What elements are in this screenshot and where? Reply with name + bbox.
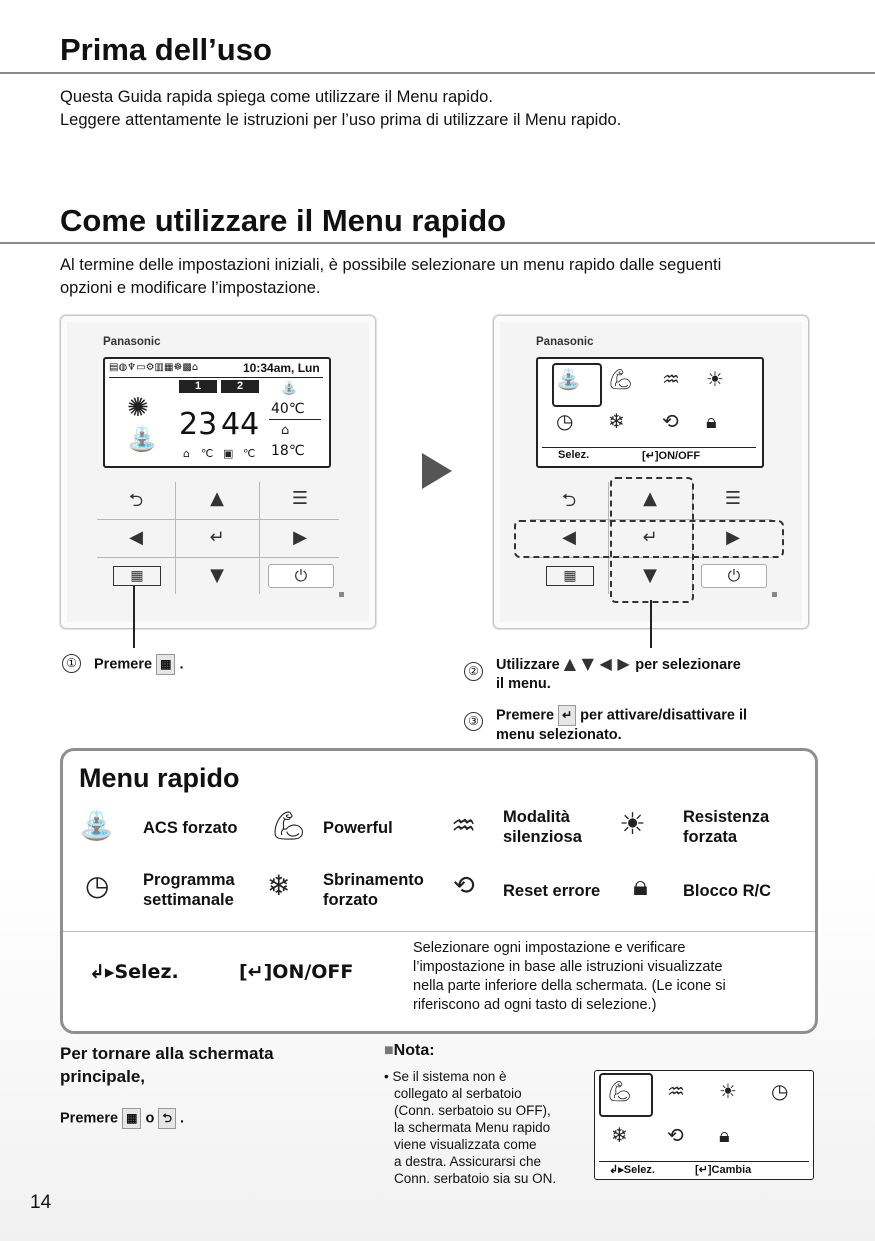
selez-legend: ↲▸Selez.	[89, 961, 179, 983]
tap-icon: ⛲	[79, 809, 114, 842]
quick-menu-key-icon: ▦	[156, 654, 175, 675]
onoff-legend: [↵]ON/OFF	[239, 961, 354, 983]
zone-2-temp: 44	[221, 407, 260, 442]
menu-item-reset: Reset errore	[503, 882, 601, 900]
back-button[interactable]: ⮌	[128, 490, 144, 511]
tap-icon[interactable]: ⛲	[556, 367, 581, 391]
heater-icon[interactable]: ☀	[706, 367, 724, 391]
step-1-number: ①	[62, 654, 81, 673]
remote-right	[493, 315, 809, 629]
zone-2-badge: 2	[221, 380, 259, 393]
reset-icon[interactable]: ⟲	[662, 409, 679, 433]
zone-1-badge: 1	[179, 380, 217, 393]
tank-temp: 40℃	[271, 401, 305, 417]
unit-2: ℃	[243, 448, 256, 460]
right-button[interactable]: ▶	[726, 527, 740, 548]
back-button[interactable]: ⮌	[561, 490, 577, 511]
nota-text: • Se il sistema non è collegato al serbatoio (Conn. serbatoio su OFF), la schermata Menu rapido viene visualizzata come a destra. Assicurarsi che Conn. serbatoio sia su ON.	[384, 1069, 557, 1186]
tap-icon: ⛲	[127, 425, 157, 453]
sun-icon: ✺	[127, 393, 149, 423]
lcd-main-screen	[103, 357, 331, 468]
quiet-icon[interactable]: ♒	[662, 367, 680, 391]
quick-menu-button[interactable]: ▦	[546, 566, 594, 586]
step-3-number: ③	[464, 712, 483, 731]
intro-line-2: Leggere attentamente le istruzioni per l’uso prima di utilizzare il Menu rapido.	[60, 111, 622, 129]
arm-icon[interactable]: 💪︎	[608, 367, 634, 391]
enter-button[interactable]: ↵	[642, 527, 658, 548]
arm-icon: 💪︎	[607, 1079, 633, 1103]
left-button[interactable]: ◀	[562, 527, 576, 548]
arm-icon: 💪︎	[271, 809, 307, 842]
menu-item-programma: Programma settimanale	[143, 871, 235, 909]
selez-hint: ↲▸Selez.	[609, 1164, 655, 1176]
divider	[0, 242, 875, 244]
divider	[0, 72, 875, 74]
power-button[interactable]: ⏻	[268, 564, 334, 588]
nota-screen	[594, 1070, 814, 1180]
defrost-icon: ❄	[267, 869, 291, 902]
status-icons: ▤◍♆▭⚙▥▦☸▩⌂	[109, 362, 199, 373]
defrost-icon[interactable]: ❄	[608, 409, 625, 433]
how-line-1: Al termine delle impostazioni iniziali, è possibile selezionare un menu rapido dalle seguenti	[60, 256, 722, 274]
quiet-icon: ♒	[667, 1079, 685, 1103]
menu-item-powerful: Powerful	[323, 819, 393, 837]
enter-button[interactable]: ↵	[209, 527, 225, 548]
quiet-icon: ♒	[451, 809, 477, 842]
intro-text	[60, 86, 621, 132]
outdoor-icon: ⌂	[281, 423, 290, 438]
cambia-hint: [↵]Cambia	[695, 1164, 752, 1176]
thermostat-icon: ▣	[223, 447, 234, 460]
weekly-icon: ◷	[771, 1079, 789, 1103]
weekly-icon: ◷	[85, 869, 110, 902]
step-2-text: Utilizzare ▲ ▼ ◀ ▶ per selezionare il menu.	[496, 654, 741, 692]
callout-line-2	[650, 600, 652, 648]
square-bullet-icon: ■	[384, 1042, 394, 1059]
remote-left	[60, 315, 376, 629]
up-button[interactable]: ▲	[210, 488, 224, 509]
quick-menu-key-icon: ▦	[122, 1108, 141, 1129]
lock-icon: 🔒︎	[719, 1123, 730, 1147]
menu-button[interactable]: ☰	[724, 488, 742, 509]
weekly-icon[interactable]: ◷	[556, 409, 574, 433]
section-title-come: Come utilizzare il Menu rapido	[60, 203, 507, 238]
step-3-text: Premere ↵ per attivare/disattivare il menu selezionato.	[496, 705, 816, 745]
reset-icon: ⟲	[453, 871, 475, 901]
nota-title: ■Nota:	[384, 1042, 435, 1059]
onoff-hint: [↵]ON/OFF	[642, 450, 701, 462]
lock-icon: 🔒︎	[633, 869, 648, 902]
step-1-text: Premere ▦ .	[94, 654, 183, 675]
led-indicator	[339, 592, 344, 597]
return-instruction: Premere ▦ o ⮌ .	[60, 1108, 184, 1129]
heater-icon: ☀	[619, 807, 646, 842]
menu-button[interactable]: ☰	[291, 488, 309, 509]
down-button[interactable]: ▼	[210, 565, 224, 586]
outdoor-temp: 18℃	[271, 443, 305, 459]
selez-hint: Selez.	[558, 449, 590, 461]
led-indicator	[772, 592, 777, 597]
return-title: Per tornare alla schermata principale,	[60, 1044, 274, 1086]
menu-item-acs: ACS forzato	[143, 819, 238, 837]
menu-item-sbrinamento: Sbrinamento forzato	[323, 871, 424, 909]
quick-menu-button[interactable]: ▦	[113, 566, 161, 586]
next-arrow-icon	[422, 453, 452, 489]
how-to-text	[60, 254, 721, 300]
brand-logo: Panasonic	[536, 336, 594, 348]
menu-item-resistenza: Resistenza forzata	[683, 808, 770, 846]
select-arrow-icon: ↲▸	[89, 961, 115, 983]
panel-divider	[63, 931, 815, 932]
up-button[interactable]: ▲	[643, 488, 657, 509]
menu-item-silenziosa: Modalità silenziosa	[503, 808, 582, 846]
reset-icon: ⟲	[667, 1123, 684, 1147]
lcd-quick-menu	[536, 357, 764, 468]
arrow-keys-icon: ▲ ▼ ◀ ▶	[563, 654, 630, 673]
right-button[interactable]: ▶	[293, 527, 307, 548]
menu-description: Selezionare ogni impostazione e verificare l’impostazione in base alle istruzioni visualizzate nella parte inferiore della schermata. (Le icone si riferiscono ad ogni tasto di selezione.)	[413, 940, 726, 1013]
unit-1: ℃	[201, 448, 214, 460]
tank-tap-icon: ⛲	[281, 381, 298, 396]
enter-key-icon: ↵	[558, 705, 576, 726]
house-icon: ⌂	[183, 447, 190, 460]
left-button[interactable]: ◀	[129, 527, 143, 548]
section-title-prima: Prima dell’uso	[60, 32, 272, 67]
brand-logo: Panasonic	[103, 336, 161, 348]
zone-1-temp: 23	[179, 407, 218, 442]
back-key-icon: ⮌	[158, 1108, 176, 1129]
step-2-number: ②	[464, 662, 483, 681]
power-button[interactable]: ⏻	[701, 564, 767, 588]
how-line-2: opzioni e modificare l’impostazione.	[60, 279, 321, 297]
callout-line-1	[133, 586, 135, 648]
heater-icon: ☀	[719, 1079, 737, 1103]
select-arrow-icon: ↲▸	[609, 1164, 624, 1176]
down-button[interactable]: ▼	[643, 565, 657, 586]
intro-line-1: Questa Guida rapida spiega come utilizzare il Menu rapido.	[60, 88, 493, 106]
menu-rapido-title: Menu rapido	[79, 763, 240, 793]
menu-rapido-panel	[60, 748, 818, 1034]
page-number: 14	[30, 1192, 52, 1213]
clock-display: 10:34am, Lun	[243, 361, 320, 375]
menu-item-blocco: Blocco R/C	[683, 882, 772, 900]
defrost-icon: ❄	[611, 1123, 628, 1147]
lock-icon[interactable]: 🔒︎	[706, 409, 717, 433]
